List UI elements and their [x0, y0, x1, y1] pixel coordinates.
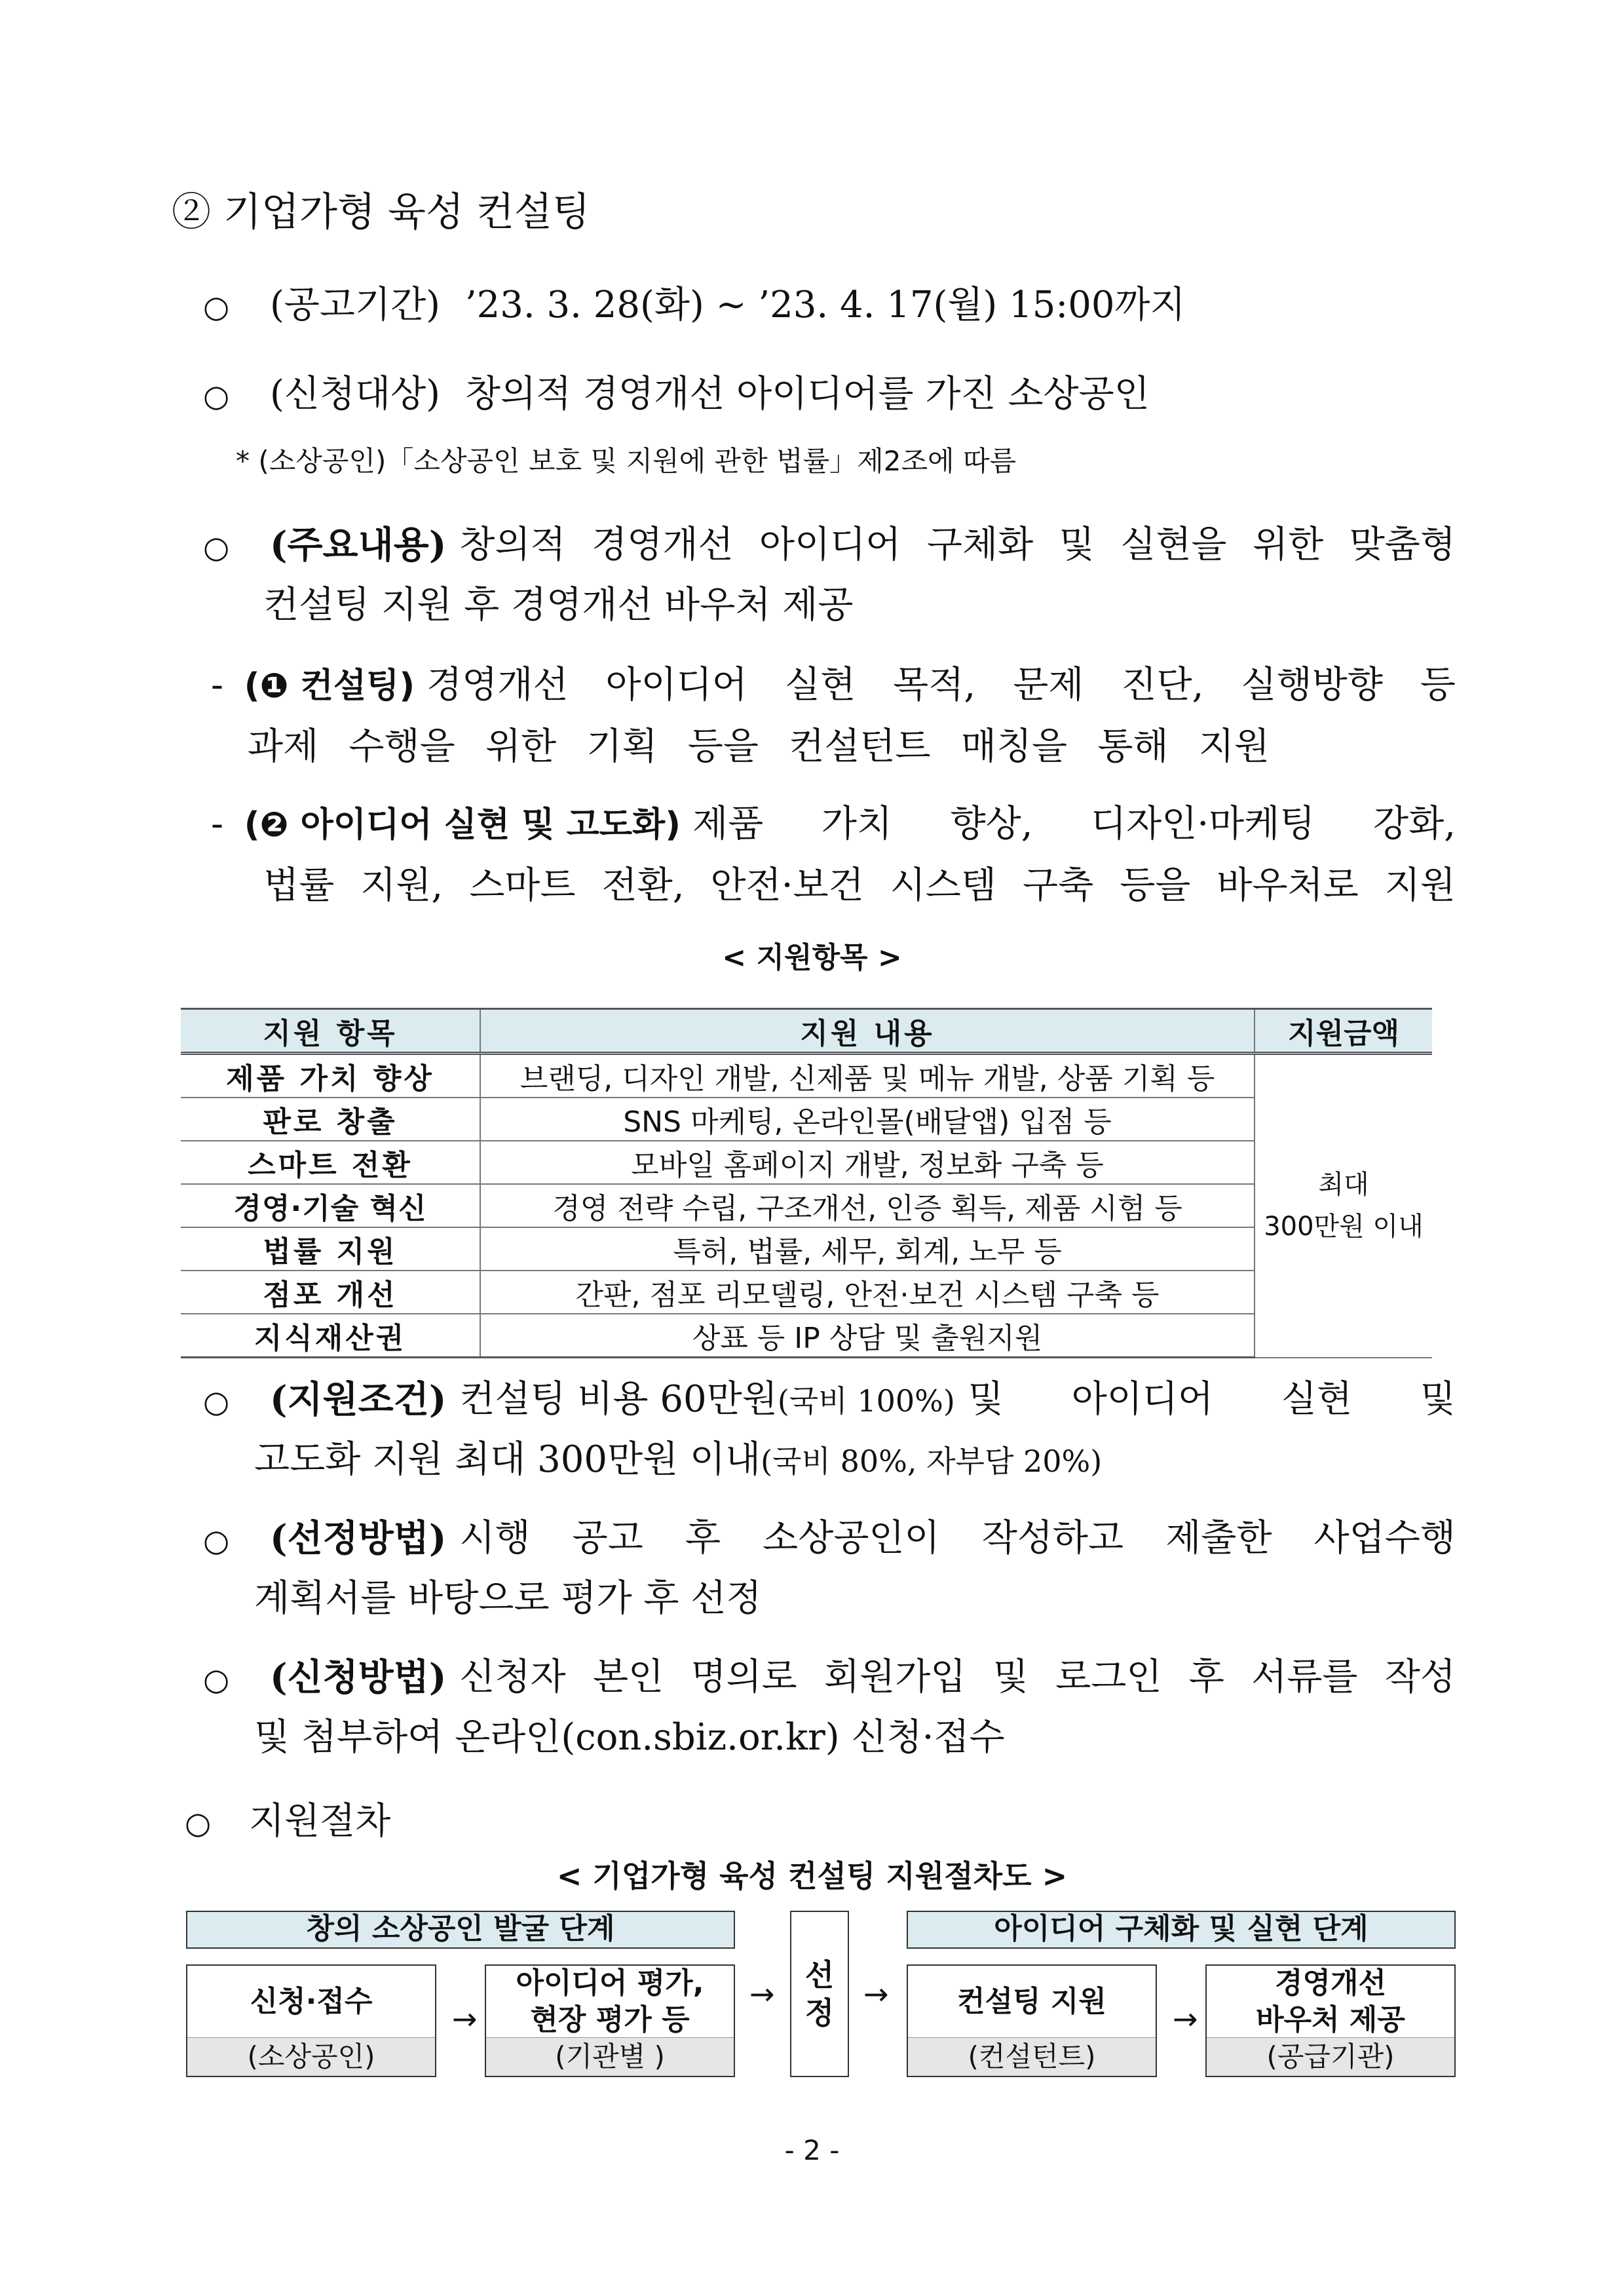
row-item: 지식재산권: [181, 1314, 480, 1358]
sub2-text2: 법률 지원, 스마트 전환, 안전·보건 시스템 구축 등을 바우처로 지원: [263, 864, 1456, 907]
step-voucher-line2: 바우처 제공: [1256, 2003, 1405, 2037]
step-evaluation-label: [486, 1966, 734, 2038]
content-line2: 컨설팅 지원 후 경영개선 바우처 제공: [263, 584, 854, 626]
row-detail: 경영 전략 수립, 구조개선, 인증 획득, 제품 시험 등: [480, 1184, 1255, 1227]
sub2-line2: [263, 862, 1456, 909]
step-consulting-label: 컨설팅 지원: [957, 1985, 1106, 2018]
apply-line1: [203, 1654, 1456, 1703]
sub2-line1: [211, 801, 1456, 849]
header-amount: 지원금액: [1255, 1009, 1432, 1054]
condition-small: (국비 100%): [777, 1383, 955, 1419]
period-text: ’23. 3. 28(화) ~ ’23. 4. 17(월) 15:00까지: [464, 284, 1186, 326]
period-line: [203, 282, 1186, 330]
row-detail: 특허, 법률, 세무, 회계, 노무 등: [480, 1227, 1255, 1271]
selection-line1: [203, 1515, 1456, 1564]
table-row: [181, 1314, 1432, 1358]
step-consulting-actor: (컨설턴트): [908, 2037, 1156, 2076]
step-application-actor: (소상공인): [187, 2037, 435, 2076]
table-row: [181, 1141, 1432, 1184]
step-evaluation-actor: (기관별 ): [486, 2037, 734, 2076]
content-label: (주요내용): [269, 524, 447, 567]
sub1-line2: [248, 723, 1270, 771]
arrow-right-icon: →: [452, 2001, 478, 2037]
apply-text: 신청자 본인 명의로 회원가입 및 로그인 후 서류를 작성: [459, 1656, 1456, 1698]
row-item: 법률 지원: [181, 1227, 480, 1271]
condition-main: 컨설팅 비용 60만원: [459, 1378, 778, 1421]
condition-small2: (국비 80%, 자부담 20%): [761, 1444, 1103, 1479]
step-evaluation: [485, 1964, 735, 2077]
row-item: 제품 가치 향상: [181, 1054, 480, 1098]
arrow-right-icon: →: [749, 1976, 775, 2012]
bullet-icon: ○: [203, 378, 230, 413]
row-item: 점포 개선: [181, 1271, 480, 1314]
bullet-icon: ○: [203, 1523, 230, 1558]
row-detail: 브랜딩, 디자인 개발, 신제품 및 메뉴 개발, 상품 기획 등: [480, 1054, 1255, 1098]
section-title: ② 기업가형 육성 컨설팅: [172, 189, 590, 235]
arrow-right-icon: →: [863, 1976, 889, 2012]
selection-char2: 정: [804, 1995, 835, 2031]
sub1-label: (❶ 컨설팅): [244, 666, 415, 706]
selection-char1: 선: [804, 1957, 835, 1993]
arrow-right-icon: →: [1173, 2001, 1198, 2037]
table-row: [181, 1271, 1432, 1314]
table-row: [181, 1054, 1432, 1098]
row-item: 스마트 전환: [181, 1141, 480, 1184]
row-detail: 모바일 홈페이지 개발, 정보화 구축 등: [480, 1141, 1255, 1184]
dash: -: [211, 664, 223, 706]
table-row: [181, 1098, 1432, 1141]
target-text: 창의적 경영개선 아이디어를 가진 소상공인: [464, 373, 1150, 415]
step-voucher-actor: (공급기관): [1207, 2037, 1454, 2076]
condition-line1: [203, 1376, 1456, 1425]
row-item: 판로 창출: [181, 1098, 480, 1141]
selection-label: (선정방법): [269, 1517, 447, 1560]
step-consulting: [907, 1964, 1157, 2077]
content-line1: [203, 522, 1456, 571]
procedure-line: [185, 1798, 390, 1846]
bullet-icon: ○: [203, 1662, 230, 1697]
condition-main2: 고도화 지원 최대 300만원 이내: [254, 1438, 761, 1481]
dash: -: [211, 803, 223, 845]
bullet-icon: ○: [203, 529, 230, 565]
row-item: 경영·기술 혁신: [181, 1184, 480, 1227]
table-header-row: [181, 1009, 1432, 1054]
step-voucher-label: [1207, 1966, 1454, 2038]
period-label: (공고기간): [269, 284, 441, 326]
bullet-icon: ○: [203, 1384, 230, 1419]
step-evaluation-line1: 아이디어 평가,: [516, 1966, 704, 2000]
sub1-line1: [211, 662, 1456, 710]
step-selection: [790, 1911, 849, 2077]
amount-line1: 최대: [1318, 1170, 1369, 1200]
row-detail: 상표 등 IP 상담 및 출원지원: [480, 1314, 1255, 1358]
apply-label: (신청방법): [269, 1656, 447, 1699]
step-voucher: [1205, 1964, 1456, 2077]
amount-cell: [1255, 1054, 1432, 1358]
condition-label: (지원조건): [269, 1378, 447, 1421]
table-caption: < 지원항목 >: [722, 941, 902, 974]
target-line: [203, 371, 1150, 419]
flow-caption: < 기업가형 육성 컨설팅 지원절차도 >: [556, 1858, 1068, 1894]
table-row: [181, 1227, 1432, 1271]
step-application: [186, 1964, 436, 2077]
step-application-label: 신청·접수: [250, 1985, 373, 2018]
sub1-text2: 과제 수행을 위한 기획 등을 컨설턴트 매칭을 통해 지원: [248, 725, 1270, 768]
sub2-label: (❷ 아이디어 실현 및 고도화): [244, 805, 681, 845]
row-detail: 간판, 점포 리모델링, 안전·보건 시스템 구축 등: [480, 1271, 1255, 1314]
sub2-text: 제품 가치 향상, 디자인·마케팅 강화,: [692, 803, 1456, 845]
condition-rest: 및 아이디어 실현 및: [968, 1378, 1456, 1421]
bullet-icon: ○: [185, 1805, 212, 1841]
target-note: * (소상공인)「소상공인 보호 및 지원에 관한 법률」제2조에 따름: [236, 445, 1017, 477]
support-items-table: [181, 1008, 1432, 1358]
content-text: 창의적 경영개선 아이디어 구체화 및 실현을 위한 맞춤형: [459, 524, 1456, 566]
target-label: (신청대상): [269, 373, 441, 415]
selection-text: 시행 공고 후 소상공인이 작성하고 제출한 사업수행: [459, 1517, 1456, 1559]
page-number: - 2 -: [784, 2134, 840, 2166]
step-evaluation-line2: 현장 평가 등: [530, 2003, 690, 2037]
sub1-text: 경영개선 아이디어 실현 목적, 문제 진단, 실행방향 등: [426, 664, 1456, 706]
stage-discovery: 창의 소상공인 발굴 단계: [186, 1911, 735, 1949]
row-detail: SNS 마케팅, 온라인몰(배달앱) 입점 등: [480, 1098, 1255, 1141]
header-item: 지원 항목: [181, 1009, 480, 1054]
header-detail: 지원 내용: [480, 1009, 1255, 1054]
bullet-icon: ○: [203, 289, 230, 324]
selection-line2: 계획서를 바탕으로 평가 후 선정: [254, 1577, 762, 1620]
procedure-title: 지원절차: [248, 1800, 391, 1843]
step-voucher-line1: 경영개선: [1274, 1966, 1386, 2000]
apply-line2: 및 첨부하여 온라인(con.sbiz.or.kr) 신청·접수: [254, 1716, 1005, 1759]
stage-realization: 아이디어 구체화 및 실현 단계: [907, 1911, 1456, 1949]
amount-line2: 300만원 이내: [1264, 1212, 1424, 1242]
condition-line2: [254, 1436, 1102, 1485]
table-row: [181, 1184, 1432, 1227]
